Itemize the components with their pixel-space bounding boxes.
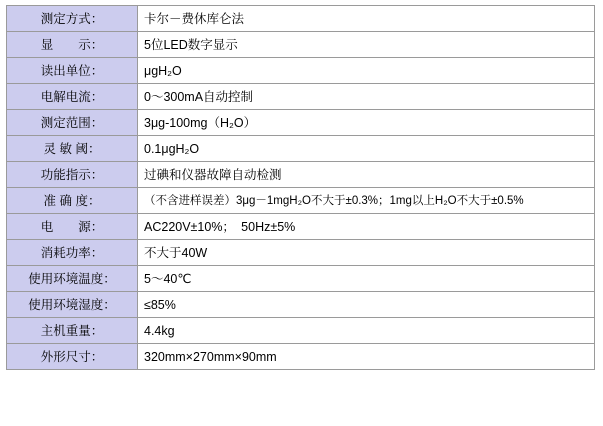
spec-label: 显 示： xyxy=(7,32,138,58)
spec-label: 消耗功率： xyxy=(7,240,138,266)
spec-value: 3μg-100mg（H₂O） xyxy=(138,110,595,136)
table-row xyxy=(7,292,595,318)
table-row xyxy=(7,84,595,110)
table-row xyxy=(7,240,595,266)
spec-value: 5～40℃ xyxy=(138,266,595,292)
spec-label: 电 源： xyxy=(7,214,138,240)
table-row xyxy=(7,58,595,84)
spec-label: 功能指示： xyxy=(7,162,138,188)
spec-value: 不大于40W xyxy=(138,240,595,266)
table-row xyxy=(7,188,595,214)
spec-value: 0.1μgH₂O xyxy=(138,136,595,162)
table-row xyxy=(7,136,595,162)
spec-value: 0～300mA自动控制 xyxy=(138,84,595,110)
spec-label: 电解电流： xyxy=(7,84,138,110)
table-row xyxy=(7,266,595,292)
spec-label: 测定方式： xyxy=(7,6,138,32)
spec-value: ≤85% xyxy=(138,292,595,318)
specifications-table xyxy=(6,5,595,370)
spec-label: 灵 敏 阈： xyxy=(7,136,138,162)
spec-label: 准 确 度： xyxy=(7,188,138,214)
spec-label: 外形尺寸： xyxy=(7,344,138,370)
spec-value: 4.4kg xyxy=(138,318,595,344)
spec-label: 测定范围： xyxy=(7,110,138,136)
specifications-table-body xyxy=(7,6,595,370)
spec-label: 主机重量： xyxy=(7,318,138,344)
spec-value: 卡尔－费休库仑法 xyxy=(138,6,595,32)
spec-value: 5位LED数字显示 xyxy=(138,32,595,58)
table-row xyxy=(7,32,595,58)
table-row xyxy=(7,6,595,32)
table-row xyxy=(7,110,595,136)
spec-label: 使用环境温度： xyxy=(7,266,138,292)
table-row xyxy=(7,162,595,188)
table-row xyxy=(7,344,595,370)
spec-value: AC220V±10%； 50Hz±5% xyxy=(138,214,595,240)
spec-value: μgH₂O xyxy=(138,58,595,84)
spec-value: 320mm×270mm×90mm xyxy=(138,344,595,370)
spec-value: （不含进样误差）3μg－1mgH₂O不大于±0.3%；1mg以上H₂O不大于±0.5% xyxy=(138,188,595,214)
spec-label: 读出单位： xyxy=(7,58,138,84)
spec-label: 使用环境湿度： xyxy=(7,292,138,318)
table-row xyxy=(7,318,595,344)
table-row xyxy=(7,214,595,240)
spec-value: 过碘和仪器故障自动检测 xyxy=(138,162,595,188)
